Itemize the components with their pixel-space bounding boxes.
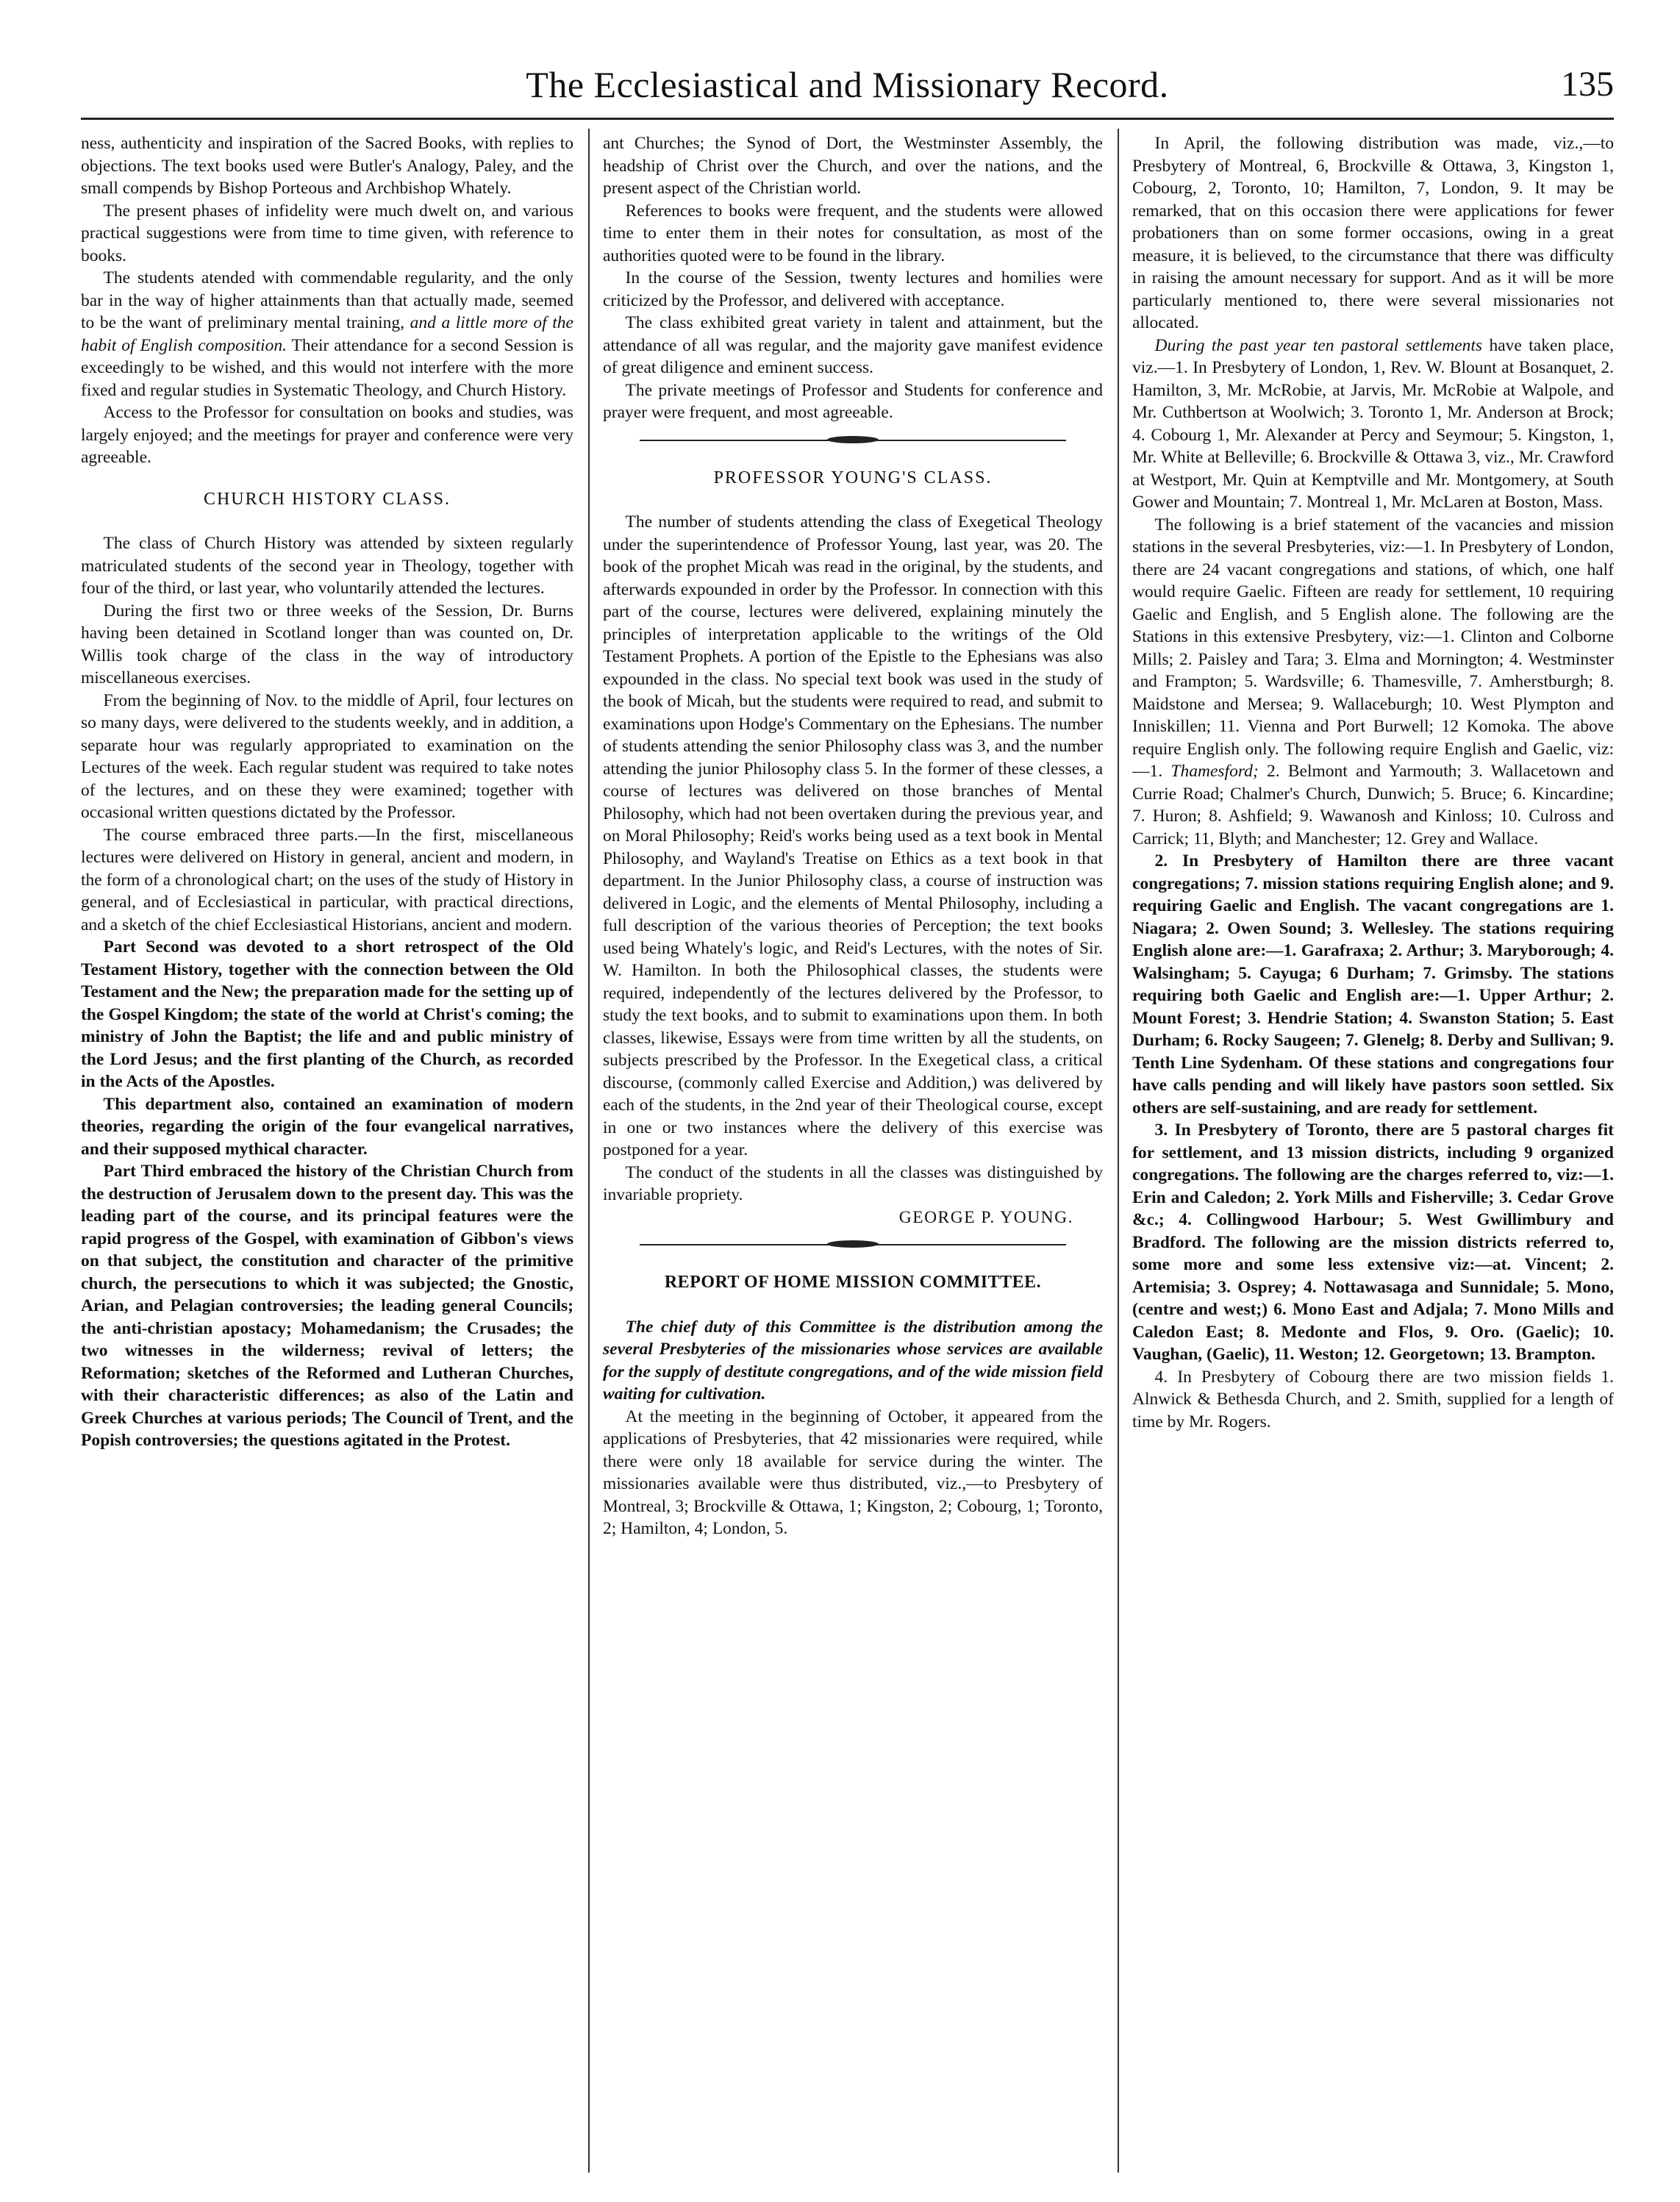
paragraph: The class exhibited great variety in talent and attainment, but the attendance of all was regular, and the majority gave manifest evidence of great diligence and eminent success. — [603, 313, 1103, 377]
signature: GEORGE P. YOUNG. — [898, 1207, 1073, 1227]
paragraph: References to books were frequent, and the students were allowed time to enter them in their notes for consultation, as most of the authorities quoted were to be found in the library. — [603, 201, 1103, 265]
paragraph: In the course of the Session, twenty lectures and homilies were criticized by the Professor, and delivered with acceptance. — [603, 268, 1103, 310]
paragraph: 2. In Presbytery of Hamilton there are three vacant congregations; 7. mission stations requiring English alone; and 9. requiring Gaelic and English. The vacant congregations are 1. Niagara; 2. Owen Sound; 3. Wellesley. The stations requiring English alone are:—1. Garafraxa; 2. Arthur; 3. Maryborough; 4. Walsingham; 5. Cayuga; 6 Durham; 7. Grimsby. The stations requiring both Gaelic and English are:—1. Upper Arthur; 2. Mount Forest; 3. Hendrie Station; 4. Swanston Station; 5. East Durham; 6. Rocky Saugeen; 7. Glenelg; 8. Derby and Sullivan; 9. Tenth Line Sydenham. Of these stations and congregations four have calls pending and will likely have pastors soon settled. Six others are self-sustaining, and are ready for settlement. — [1132, 851, 1614, 1118]
paragraph-text: 2. Belmont and Yarmouth; 3. Wallacetown and Currie Road; Chalmer's Church, Dunwich; 5. Bruce; 6. Kincardine; 7. Huron; 8. Ashfield; 9. Wawanosh and Kinloss; 10. Culross and Carrick; 11, Blyth; and Manchester; 12. Grey and Wallace. — [1132, 762, 1614, 848]
paragraph: Part Second was devoted to a short retrospect of the Old Testament History, together with the connection between the Old Testament and the New; the preparation made for the setting up of the Gospel Kingdom; the state of the world at Christ's coming; the ministry of John the Baptist; the life and and public ministry of the Lord Jesus; and the first planting of the Church, as recorded in the Acts of the Apostles. — [81, 937, 573, 1091]
paragraph: The number of students attending the class of Exegetical Theology under the superintendence of Professor Young, last year, was 20. The book of the prophet Micah was read in the original, by the students, and afterwards expounded in order by the Professor. In connection with this part of the course, lectures were delivered, explaining minutely the principles of interpretation applicable to the writings of the Old Testament Prophets. A portion of the Epistle to the Ephesians was also expounded in the class. No special text book was used in the study of the book of Micah, but the students were required to read, and submit to examinations upon Hodge's Commentary on the Ephesians. The number of students attending the senior Philosophy class was 3, and the number attending the junior Philosophy class 5. In the former of these clesses, a course of lectures was delivered on those branches of Mental Philosophy, which had not been overtaken during the previous year, and on Moral Philosophy; Reid's works being used as a text book in Mental Philosophy, and Wayland's Treatise on Ethics as a text book in that department. In the Junior Philosophy class, a course of instruction was delivered in Logic, and the elements of Mental Philosophy, including a full description of the various theories of Perception; the text books used being Whately's logic, and Reid's Lectures, with the notes of Sir. W. Hamilton. In both the Philosophical classes, the students were required, independently of the lectures delivered by the Professor, to study the text books, and to submit to examinations upon them. In both classes, likewise, Essays were from time written by all the students, on subjects prescribed by the Professor. In the Exegetical class, a critical discourse, (commonly called Exercise and Addition,) was delivered by each of the students, in the 2nd year of their Theological course, except in one or two instances where the delivery of this exercise was postponed for a year. — [603, 512, 1103, 1159]
paragraph: The course embraced three parts.—In the first, miscellaneous lectures were delivered on History in general, ancient and modern, in the form of a chronological chart; on the uses of the study of History in general, and of Ecclesiastical in particular, with practical directions, and a sketch of the chief Ecclesiastical Historians, ancient and modern. — [81, 825, 573, 934]
paragraph-text: have taken place, viz.—1. In Presbytery of London, 1, Rev. W. Blount at Bosanquet, 2. Hamilton, 3, Mr. McRobie, at Jarvis, Mr. McRobie at Walpole, and Mr. Cuthbertson at Woolwich; 3. Toronto 1, Mr. Anderson at Brock; 4. Cobourg 1, Mr. Alexander at Percy and Seymour; 5. Kingston, 1, Mr. White at Belleville; 6. Brockville & Ottawa 3, viz., Mr. Crawford at Westport, Mr. Quin at Kemptville and Mr. Montgomery, at South Gower and Mountain; 7. Montreal 1, Mr. McLaren at Boston, Mass. — [1132, 335, 1614, 512]
paragraph-text: The students atended with commendable regularity, and the only bar in the way of higher attainments than that actually made, seemed to be the want of preliminary mental training, — [81, 268, 573, 332]
paragraph: At the meeting in the beginning of October, it appeared from the applications of Presbyteries, that 42 missionaries were required, while there were only 18 available for service during the winter. The missionaries available were thus distributed, viz.,—to Presbytery of Montreal, 3; Brockville & Ottawa, 1; Kingston, 2; Cobourg, 1; Toronto, 2; Hamilton, 4; London, 5. — [603, 1406, 1103, 1538]
dark-print-block — [1132, 850, 1614, 1366]
column-middle — [603, 132, 1103, 2184]
paragraph: Access to the Professor for consultation on books and studies, was largely enjoyed; and the meetings for prayer and conference were very agreeable. — [81, 403, 573, 467]
section-separator — [603, 1237, 1103, 1252]
paragraph: The present phases of infidelity were much dwelt on, and various practical suggestions were from time to time given, with reference to books. — [81, 201, 573, 265]
column-divider-right — [1118, 129, 1119, 2173]
page-header — [81, 60, 1614, 112]
dark-print-block — [603, 1316, 1103, 1406]
paragraph — [1132, 335, 1614, 514]
paragraph: This department also, contained an examination of modern theories, regarding the origin of the four evangelical narratives, and their supposed mythical character. — [81, 1094, 573, 1159]
italic-text: During the past year ten pastoral settlements — [1154, 335, 1483, 355]
dark-print-block — [81, 936, 573, 1452]
italic-text: Thamesford; — [1170, 762, 1259, 781]
column-right — [1132, 132, 1614, 2184]
section-heading-professor-young: PROFESSOR YOUNG'S CLASS. — [713, 468, 993, 487]
italic-text: The chief duty of this Committee is the distribution among the several Presbyteries of the missionaries whose services are available for the supply of destitute congregations, and of the wide mission field waiting for cultivation. — [603, 1317, 1103, 1404]
paragraph — [81, 267, 573, 401]
paragraph-text: The following is a brief statement of the vacancies and mission stations in the several Presbyteries, viz:—1. In Presbytery of London, there are 24 vacant congregations and stations, of which, one half would require Gaelic. Fifteen are ready for settlement, 10 requiring Gaelic and English, and 5 English alone. The following are the Stations in this extensive Presbytery, viz:—1. Clinton and Colborne Mills; 2. Paisley and Tara; 3. Elma and Mornington; 4. Westminster and Frampton; 5. Wardsville; 6. Thamesville, 7. Amherstburgh; 8. Maidstone and Mersea; 9. Wallaceburgh; 10. West Plympton and Inniskillen; 11. Vienna and Port Burwell; 12 Komoka. The above require English only. The following require English and Gaelic, viz:—1. — [1132, 515, 1614, 781]
section-heading-church-history: CHURCH HISTORY CLASS. — [203, 489, 451, 509]
paragraph: Part Third embraced the history of the Christian Church from the destruction of Jerusalem down to the present day. This was the leading part of the course, and its principal features were the rapid progress of the Gospel, with examination of Gibbon's views on that subject, the constitution and character of the primitive church, the persecutions to which it was subjected; the Gnostic, Arian, and Pelagian controversies; the leading general Councils; the anti-christian apostacy; Mohamedanism; the Crusades; the two witnesses in the wilderness; revival of letters; the Reformation; sketches of the Reformed and Lutheran Churches, with their characteristic differences; as also of the Latin and Greek Churches at various periods; The Council of Trent, and the Popish controversies; the questions agitated in the Protest. — [81, 1162, 573, 1450]
paragraph: In April, the following distribution was made, viz.,—to Presbytery of Montreal, 6, Brockville & Ottawa, 3, Kingston 1, Cobourg, 2, Toronto, 10; Hamilton, 7, London, 9. It may be remarked, that on this occasion there were applications for fewer probationers than on some former occasions, owing in a great measure, it is believed, to the circumstance that there was difficulty in raising the amount necessary for support. And as it will be more particularly mentioned to, there were several missionaries not allocated. — [1132, 134, 1614, 332]
paragraph: The class of Church History was attended by sixteen regularly matriculated students of the second year in Theology, together with four of the third, or last year, who voluntarily attended the lectures. — [81, 534, 573, 598]
section-heading-home-mission: REPORT OF HOME MISSION COMMITTEE. — [664, 1273, 1042, 1292]
paragraph: 3. In Presbytery of Toronto, there are 5 pastoral charges fit for settlement, and 13 mission districts, including 9 organized congregations. The following are the charges referred to, viz:—1. Erin and Caledon; 2. York Mills and Fisherville; 3. Cedar Grove &c.; 4. Collingwood Harbour; 5. West Gwillimbury and Bradford. The following are the mission districts referred to, some more and some less extensive viz:—at. Vincent; 2. Artemisia; 3. Osprey; 4. Nottawasaga and Sunnidale; 5. Mono, (centre and west;) 6. Mono East and Adjala; 7. Mono Mills and Caledon East; 8. Medonte and Flos, 9. Oro. (Gaelic); 10. Vaughan, (Gaelic), 11. Weston; 12. Georgetown; 13. Brampton. — [1132, 1120, 1614, 1364]
paragraph: During the first two or three weeks of the Session, Dr. Burns having been detained in Scotland longer than was counted on, Dr. Willis took charge of the class in the way of introductory miscellaneous exercises. — [81, 601, 573, 687]
column-divider-left — [588, 129, 590, 2173]
paragraph: 4. In Presbytery of Cobourg there are two mission fields 1. Alnwick & Bethesda Church, and 2. Smith, supplied for a length of time by Mr. Rogers. — [1132, 1367, 1614, 1431]
paragraph: The conduct of the students in all the classes was distinguished by invariable propriety. — [603, 1162, 1103, 1204]
page-title: The Ecclesiastical and Missionary Record. — [526, 64, 1169, 105]
page-number: 135 — [1561, 65, 1614, 104]
paragraph: The private meetings of Professor and Students for conference and prayer were frequent, and most agreeable. — [603, 380, 1103, 422]
italic-text: and a little more of the habit of English composition. — [81, 313, 573, 355]
header-rule — [81, 118, 1614, 120]
section-separator — [603, 433, 1103, 448]
paragraph-text: Their attendance for a second Session is exceedingly to be wished, and this would not interfere with the more fixed and regular studies in Systematic Theology, and Church History. — [81, 335, 573, 400]
paragraph: From the beginning of Nov. to the middle of April, four lectures on so many days, were delivered to the students weekly, and in addition, a separate hour was regularly appropriated to examination on the Lectures of the week. Each regular student was required to take notes of the lectures, and on these they were examined; together with occasional written questions dictated by the Professor. — [81, 690, 573, 822]
column-left — [81, 132, 573, 2184]
paragraph: ness, authenticity and inspiration of the Sacred Books, with replies to objections. The text books used were Butler's Analogy, Paley, and the small compends by Bishop Porteous and Archbishop Whately. — [81, 134, 573, 198]
paragraph — [603, 1316, 1103, 1406]
paragraph — [1132, 514, 1614, 851]
paragraph: ant Churches; the Synod of Dort, the Westminster Assembly, the headship of Christ over the Church, and over the nations, and the present aspect of the Christian world. — [603, 134, 1103, 198]
